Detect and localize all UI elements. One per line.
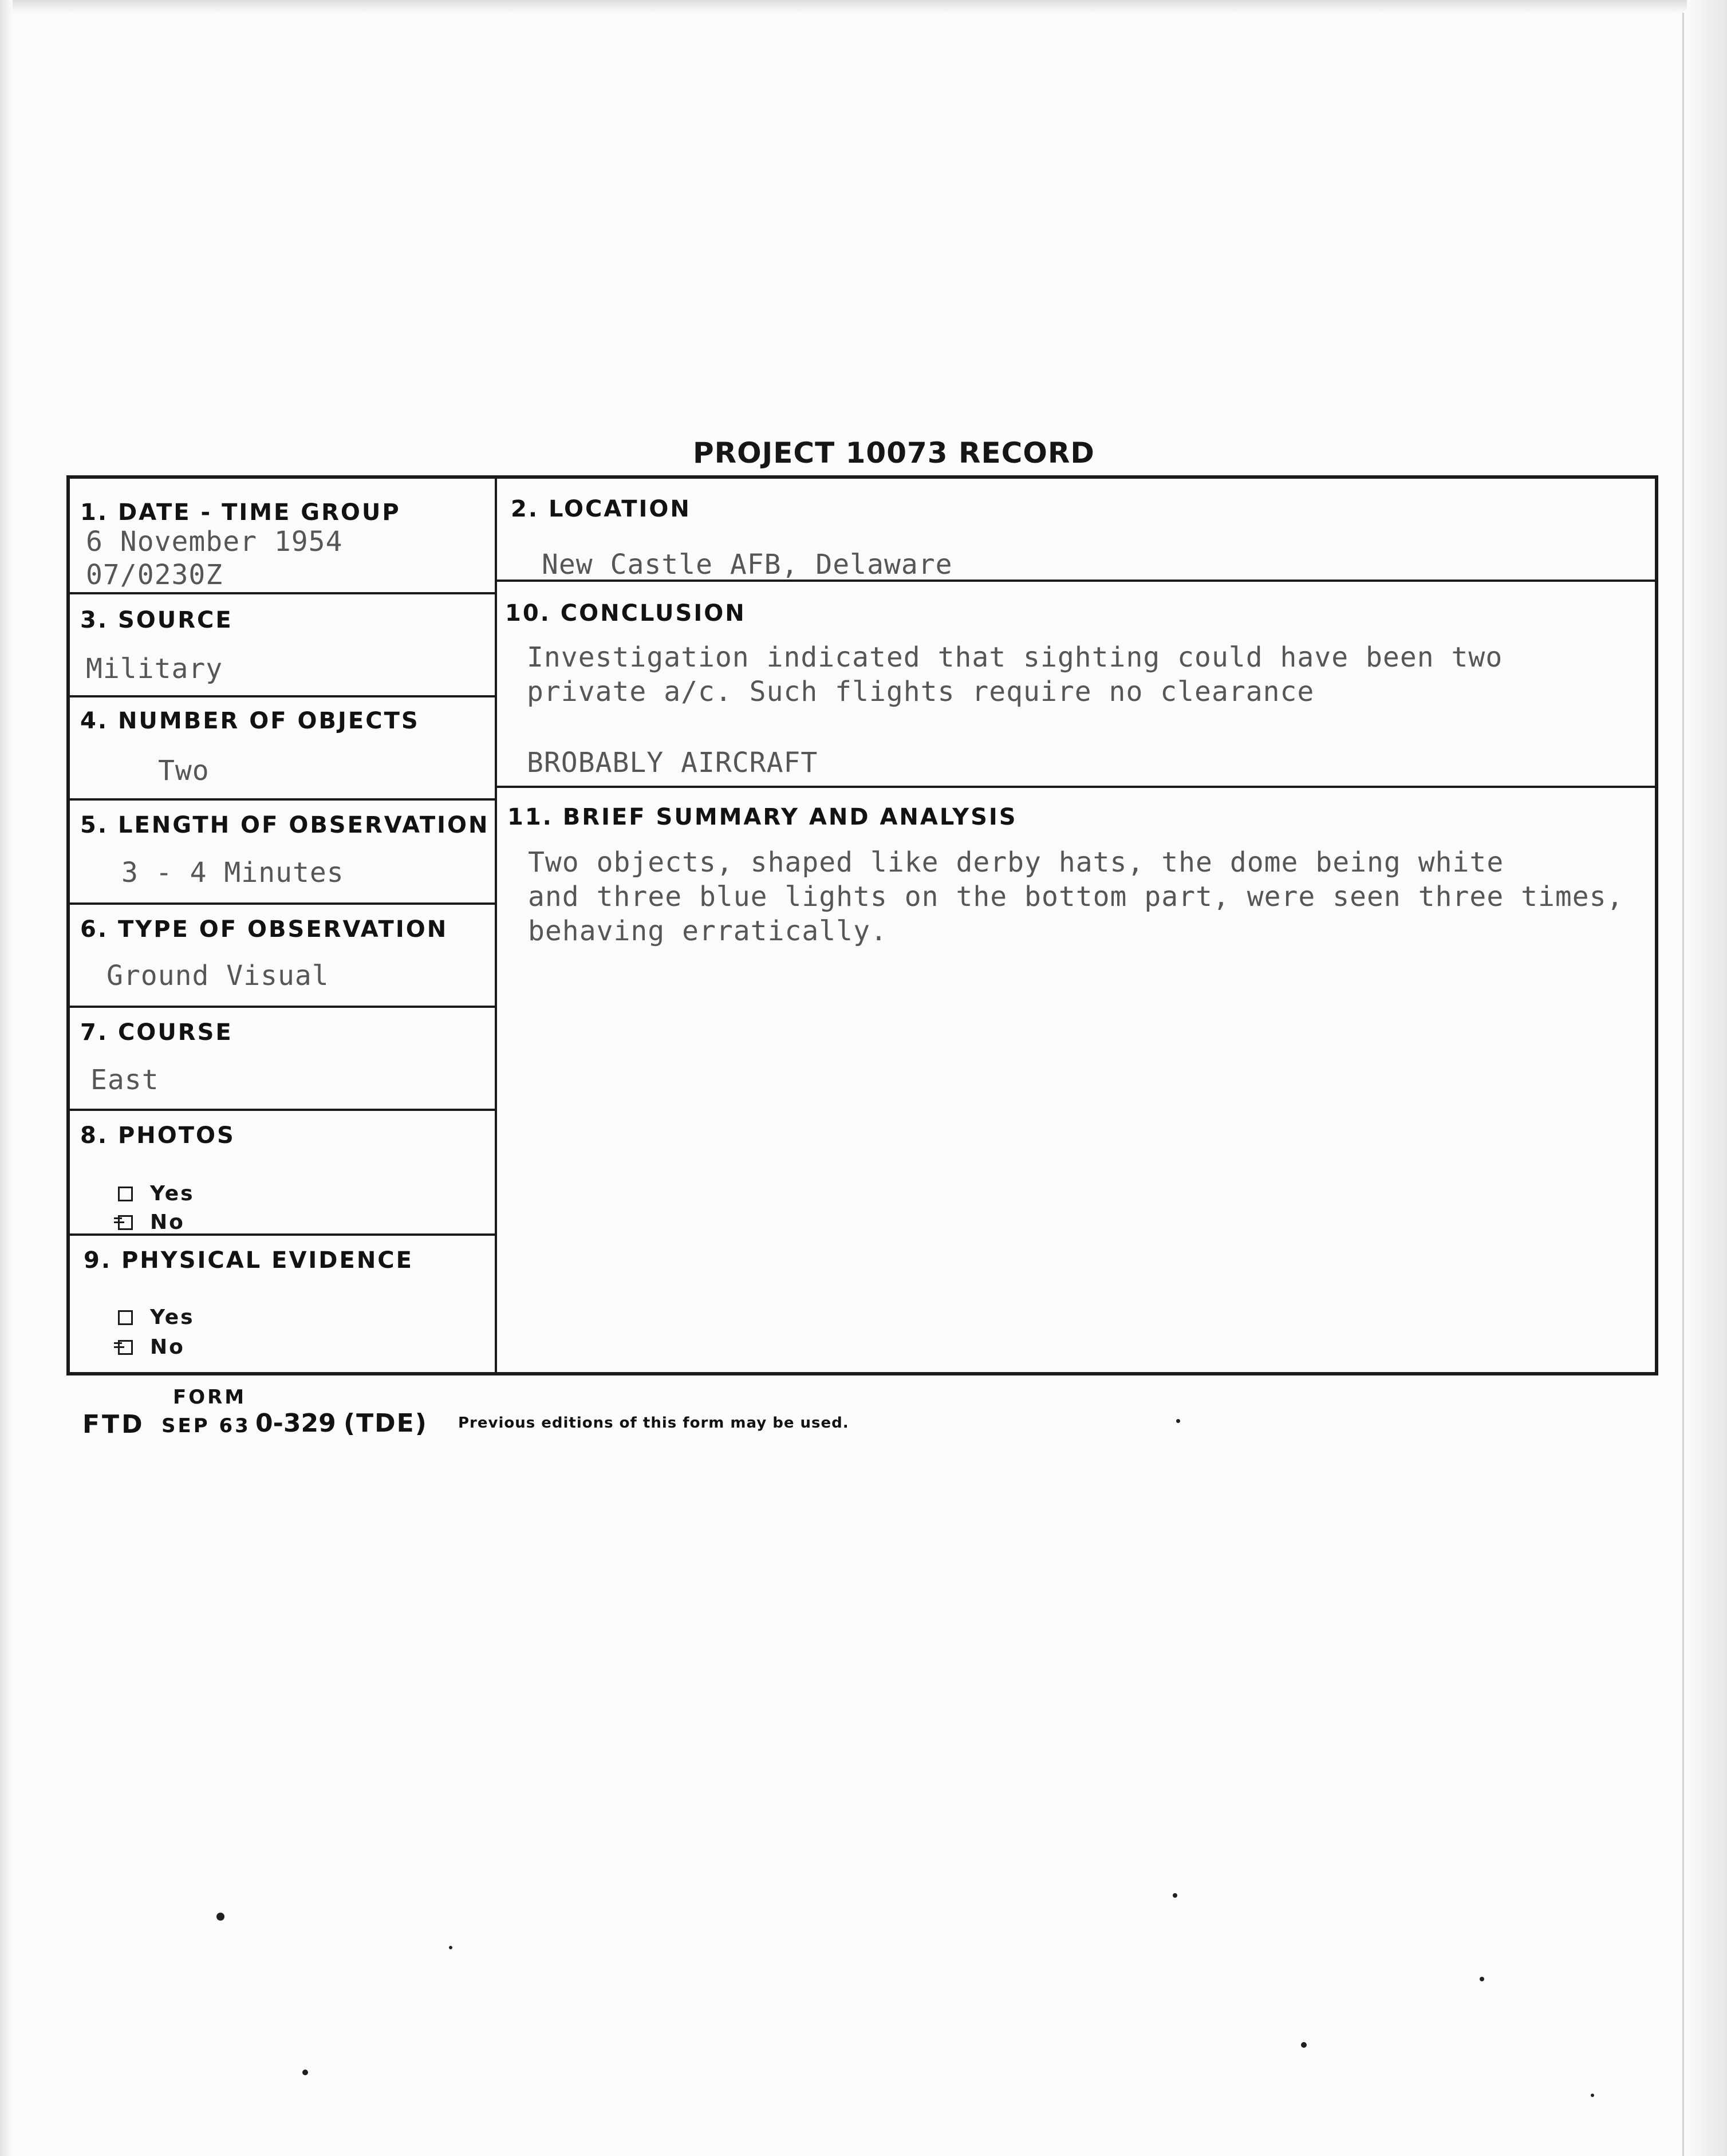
paper-edge-line bbox=[1682, 13, 1684, 2156]
conclusion-verdict: BROBABLY AIRCRAFT bbox=[527, 747, 818, 779]
scan-speck bbox=[1591, 2094, 1594, 2097]
number-of-objects-label: 4. NUMBER OF OBJECTS bbox=[80, 708, 420, 734]
physical-evidence-yes-label: Yes bbox=[150, 1306, 195, 1329]
row-divider bbox=[66, 798, 497, 801]
conclusion-line-2: private a/c. Such flights require no clearance bbox=[527, 676, 1315, 708]
row-divider bbox=[66, 902, 497, 905]
scan-speck bbox=[1173, 1893, 1177, 1898]
summary-line-3: behaving erratically. bbox=[528, 915, 888, 947]
type-of-observation-label: 6. TYPE OF OBSERVATION bbox=[80, 916, 448, 943]
date-time-group-label: 1. DATE - TIME GROUP bbox=[80, 499, 401, 526]
summary-line-1: Two objects, shaped like derby hats, the dome being white bbox=[528, 846, 1504, 878]
type-of-observation-value: Ground Visual bbox=[107, 960, 329, 992]
photos-yes-option[interactable] bbox=[118, 1182, 195, 1205]
row-divider bbox=[495, 786, 1655, 788]
source-label: 3. SOURCE bbox=[80, 607, 233, 633]
scan-speck bbox=[302, 2070, 308, 2075]
photos-label: 8. PHOTOS bbox=[80, 1122, 235, 1149]
row-divider bbox=[66, 1006, 497, 1008]
checked-checkbox-icon[interactable] bbox=[118, 1340, 133, 1355]
physical-evidence-label: 9. PHYSICAL EVIDENCE bbox=[84, 1247, 413, 1274]
source-value: Military bbox=[86, 653, 223, 685]
footer-date-code: SEP 63 bbox=[161, 1414, 251, 1437]
summary-line-2: and three blue lights on the bottom part, were seen three times, bbox=[528, 881, 1624, 913]
footer-form-number: 0-329 bbox=[255, 1409, 336, 1438]
conclusion-label: 10. CONCLUSION bbox=[505, 600, 746, 626]
scan-speck bbox=[1480, 1977, 1484, 1981]
footer-org: FTD bbox=[82, 1410, 145, 1439]
physical-evidence-yes-option[interactable] bbox=[118, 1306, 195, 1329]
scan-speck bbox=[449, 1946, 452, 1949]
row-divider bbox=[66, 592, 497, 594]
scan-speck bbox=[1176, 1419, 1180, 1423]
time-group-value: 07/0230Z bbox=[86, 559, 223, 591]
length-of-observation-label: 5. LENGTH OF OBSERVATION bbox=[80, 812, 490, 838]
scan-speck bbox=[1301, 2042, 1307, 2048]
course-label: 7. COURSE bbox=[80, 1019, 233, 1046]
scan-right-edge bbox=[1687, 0, 1727, 2156]
footer-form-word: FORM bbox=[173, 1386, 247, 1409]
column-divider bbox=[495, 475, 497, 1372]
conclusion-line-1: Investigation indicated that sighting could have been two bbox=[527, 641, 1503, 673]
location-value: New Castle AFB, Delaware bbox=[542, 549, 953, 581]
date-value: 6 November 1954 bbox=[86, 526, 343, 558]
checkbox-icon[interactable] bbox=[118, 1187, 133, 1201]
checked-checkbox-icon[interactable] bbox=[118, 1215, 133, 1230]
number-of-objects-value: Two bbox=[158, 755, 210, 787]
scan-top-edge bbox=[0, 0, 1727, 13]
length-of-observation-value: 3 - 4 Minutes bbox=[121, 857, 344, 889]
footer-note: Previous editions of this form may be used. bbox=[458, 1414, 849, 1432]
photos-no-option[interactable] bbox=[118, 1211, 185, 1234]
checkbox-icon[interactable] bbox=[118, 1310, 133, 1325]
physical-evidence-no-label: No bbox=[150, 1335, 185, 1359]
scan-speck bbox=[216, 1913, 224, 1921]
summary-label: 11. BRIEF SUMMARY AND ANALYSIS bbox=[507, 804, 1018, 830]
photos-no-label: No bbox=[150, 1211, 185, 1234]
course-value: East bbox=[90, 1064, 159, 1096]
footer-suffix: (TDE) bbox=[344, 1409, 428, 1438]
row-divider bbox=[66, 1109, 497, 1111]
scan-left-edge bbox=[0, 0, 13, 2156]
row-divider bbox=[66, 695, 497, 697]
form-title: PROJECT 10073 RECORD bbox=[693, 436, 1095, 470]
physical-evidence-no-option[interactable] bbox=[118, 1335, 185, 1359]
location-label: 2. LOCATION bbox=[511, 496, 691, 522]
photos-yes-label: Yes bbox=[150, 1182, 195, 1205]
